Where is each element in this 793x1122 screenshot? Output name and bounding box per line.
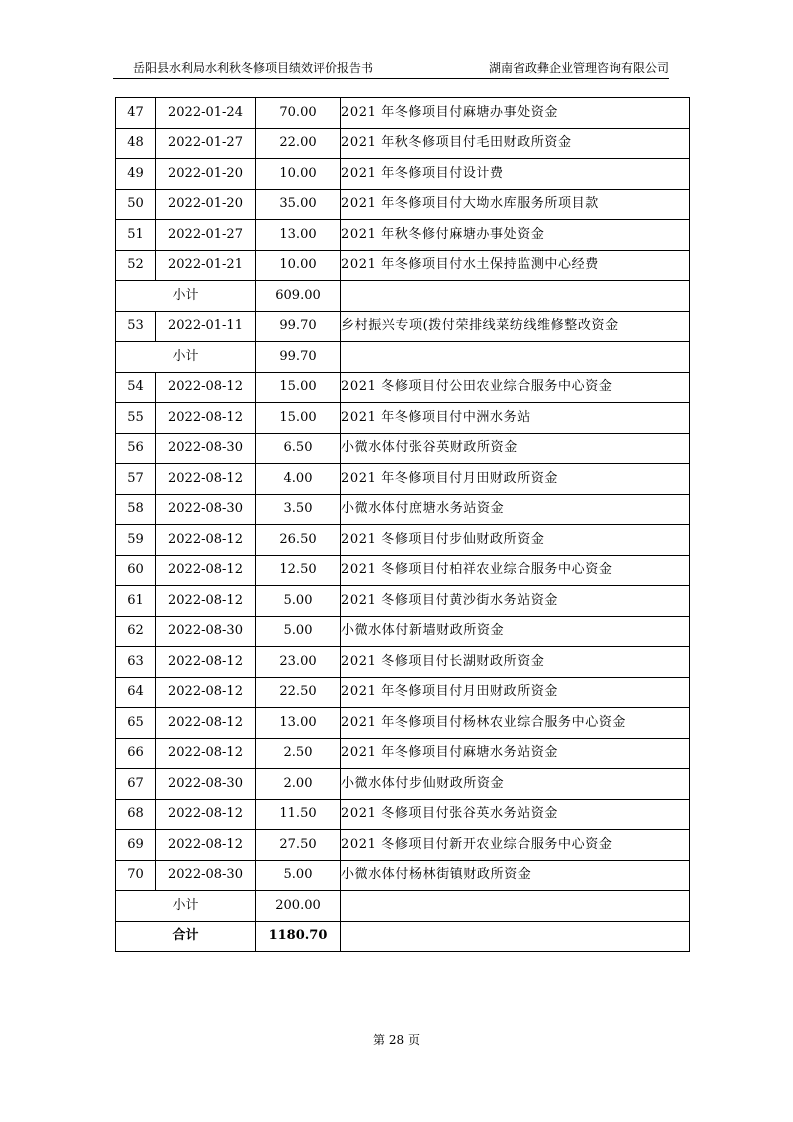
row-description: 2021 冬修项目付新开农业综合服务中心资金 [341,830,690,861]
table-row [116,128,690,159]
empty-cell [341,921,690,952]
row-description: 小微水体付庶塘水务站资金 [341,494,690,525]
row-number: 48 [116,128,156,159]
row-amount: 70.00 [256,98,341,129]
subtotal-amount: 200.00 [256,891,341,922]
row-description: 2021 年冬修项目付麻塘办事处资金 [341,98,690,129]
table-row [116,708,690,739]
row-amount: 26.50 [256,525,341,556]
row-description: 2021 冬修项目付公田农业综合服务中心资金 [341,372,690,403]
row-amount: 5.00 [256,586,341,617]
table-row [116,586,690,617]
row-amount: 3.50 [256,494,341,525]
row-date: 2022-01-20 [156,159,256,190]
row-number: 49 [116,159,156,190]
subtotal-row [116,342,690,373]
row-date: 2022-08-12 [156,464,256,495]
row-number: 69 [116,830,156,861]
row-date: 2022-08-12 [156,555,256,586]
row-description: 2021 冬修项目付步仙财政所资金 [341,525,690,556]
table-row [116,525,690,556]
row-number: 67 [116,769,156,800]
row-amount: 12.50 [256,555,341,586]
table-row [116,250,690,281]
row-number: 60 [116,555,156,586]
row-amount: 22.00 [256,128,341,159]
row-description: 2021 年冬修项目付月田财政所资金 [341,464,690,495]
row-description: 2021 年冬修项目付设计费 [341,159,690,190]
row-amount: 15.00 [256,372,341,403]
row-date: 2022-08-12 [156,525,256,556]
row-date: 2022-08-30 [156,769,256,800]
table-row [116,159,690,190]
row-number: 62 [116,616,156,647]
row-amount: 4.00 [256,464,341,495]
row-number: 61 [116,586,156,617]
table-row [116,799,690,830]
subtotal-row [116,891,690,922]
row-date: 2022-08-12 [156,708,256,739]
table-row [116,677,690,708]
row-number: 59 [116,525,156,556]
header-report-title: 岳阳县水利局水利秋冬修项目绩效评价报告书 [133,61,374,75]
table-row [116,189,690,220]
row-date: 2022-01-11 [156,311,256,342]
page-number: 第 28 页 [373,1033,420,1047]
row-date: 2022-08-12 [156,372,256,403]
table-row [116,220,690,251]
subtotal-amount: 99.70 [256,342,341,373]
row-number: 58 [116,494,156,525]
row-date: 2022-08-30 [156,494,256,525]
empty-cell [341,281,690,312]
payment-ledger-table [115,97,690,952]
row-date: 2022-08-30 [156,433,256,464]
row-description: 2021 年冬修项目付水土保持监测中心经费 [341,250,690,281]
row-number: 47 [116,98,156,129]
row-date: 2022-01-21 [156,250,256,281]
row-description: 乡村振兴专项(拨付荣排线菜纺线维修整改资金 [341,311,690,342]
row-amount: 2.00 [256,769,341,800]
table-row [116,647,690,678]
row-number: 68 [116,799,156,830]
row-description: 2021 冬修项目付黄沙街水务站资金 [341,586,690,617]
subtotal-row [116,281,690,312]
row-description: 2021 冬修项目付柏祥农业综合服务中心资金 [341,555,690,586]
row-amount: 27.50 [256,830,341,861]
row-amount: 2.50 [256,738,341,769]
row-description: 2021 年冬修项目付麻塘水务站资金 [341,738,690,769]
row-amount: 35.00 [256,189,341,220]
row-number: 64 [116,677,156,708]
row-date: 2022-08-30 [156,616,256,647]
row-date: 2022-08-12 [156,677,256,708]
row-amount: 10.00 [256,159,341,190]
table-row [116,738,690,769]
table-row [116,860,690,891]
table-row [116,311,690,342]
empty-cell [341,891,690,922]
row-description: 2021 年秋冬修付麻塘办事处资金 [341,220,690,251]
table-row [116,372,690,403]
table-row [116,98,690,129]
row-number: 66 [116,738,156,769]
row-description: 2021 冬修项目付长湖财政所资金 [341,647,690,678]
row-description: 2021 年冬修项目付大坳水库服务所项目款 [341,189,690,220]
row-number: 51 [116,220,156,251]
table-row [116,830,690,861]
row-description: 2021 年秋冬修项目付毛田财政所资金 [341,128,690,159]
grand-total-label: 合计 [116,921,256,952]
subtotal-label: 小计 [116,891,256,922]
row-date: 2022-08-30 [156,860,256,891]
row-amount: 11.50 [256,799,341,830]
row-description: 小微水体付杨林街镇财政所资金 [341,860,690,891]
row-number: 55 [116,403,156,434]
row-description: 2021 年冬修项目付中洲水务站 [341,403,690,434]
row-date: 2022-08-12 [156,830,256,861]
row-number: 70 [116,860,156,891]
row-date: 2022-01-27 [156,220,256,251]
grand-total-amount: 1180.70 [256,921,341,952]
row-description: 小微水体付步仙财政所资金 [341,769,690,800]
row-number: 52 [116,250,156,281]
empty-cell [341,342,690,373]
row-number: 54 [116,372,156,403]
row-amount: 13.00 [256,220,341,251]
ledger-body [116,98,690,952]
subtotal-amount: 609.00 [256,281,341,312]
row-description: 2021 冬修项目付张谷英水务站资金 [341,799,690,830]
row-number: 56 [116,433,156,464]
table-row [116,494,690,525]
row-date: 2022-01-24 [156,98,256,129]
row-amount: 10.00 [256,250,341,281]
row-amount: 99.70 [256,311,341,342]
row-date: 2022-01-27 [156,128,256,159]
table-row [116,616,690,647]
row-date: 2022-08-12 [156,586,256,617]
row-amount: 23.00 [256,647,341,678]
table-row [116,769,690,800]
subtotal-label: 小计 [116,281,256,312]
row-date: 2022-08-12 [156,403,256,434]
row-amount: 5.00 [256,860,341,891]
row-date: 2022-08-12 [156,738,256,769]
row-number: 65 [116,708,156,739]
row-amount: 5.00 [256,616,341,647]
header-divider [113,78,669,79]
row-amount: 22.50 [256,677,341,708]
row-date: 2022-01-20 [156,189,256,220]
table-row [116,403,690,434]
row-date: 2022-08-12 [156,647,256,678]
row-number: 57 [116,464,156,495]
row-date: 2022-08-12 [156,799,256,830]
table-row [116,555,690,586]
row-amount: 13.00 [256,708,341,739]
table-row [116,433,690,464]
table-row [116,464,690,495]
row-number: 50 [116,189,156,220]
row-description: 小微水体付张谷英财政所资金 [341,433,690,464]
subtotal-label: 小计 [116,342,256,373]
row-amount: 15.00 [256,403,341,434]
row-amount: 6.50 [256,433,341,464]
row-number: 53 [116,311,156,342]
row-description: 2021 年冬修项目付月田财政所资金 [341,677,690,708]
page-header [113,60,669,78]
header-company-name: 湖南省政彝企业管理咨询有限公司 [488,61,669,75]
row-number: 63 [116,647,156,678]
grand-total-row [116,921,690,952]
row-description: 2021 年冬修项目付杨林农业综合服务中心资金 [341,708,690,739]
row-description: 小微水体付新墙财政所资金 [341,616,690,647]
